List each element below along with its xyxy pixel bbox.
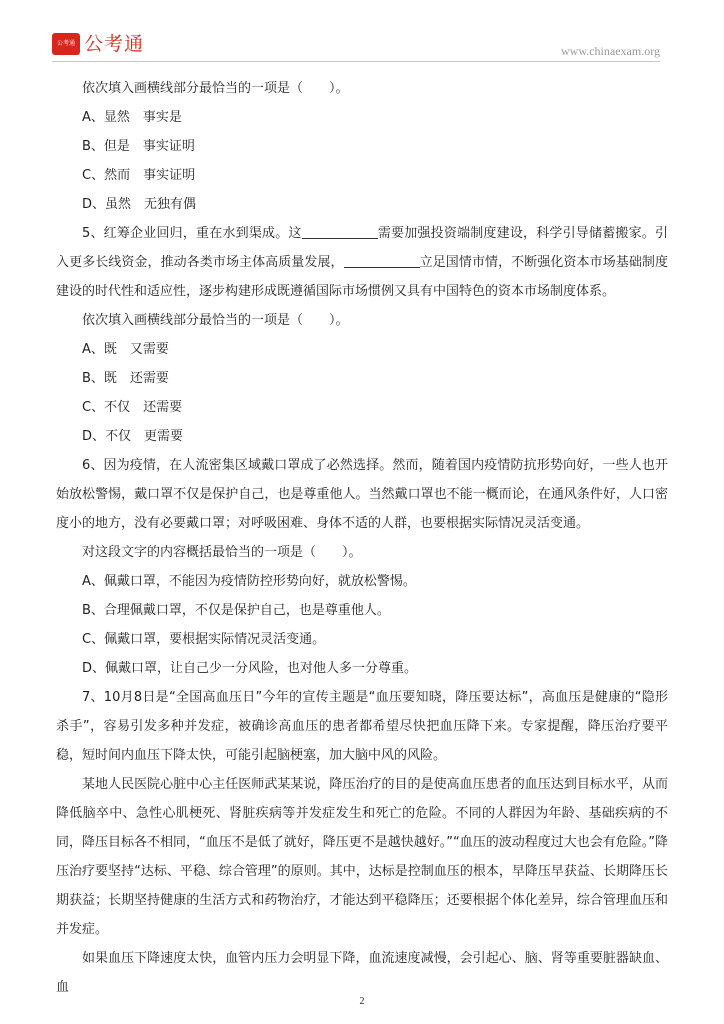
- q4-prompt: 依次填入画横线部分最恰当的一项是（ ）。: [82, 81, 349, 96]
- q5-prompt: 依次填入画横线部分最恰当的一项是（ ）。: [82, 313, 349, 328]
- q7-paragraph-2: 某地人民医院心脏中心主任医师武某某说，降压治疗的目的是使高血压患者的血压达到目标水平，从而降低脑卒中、急性心肌梗死、肾脏疾病等并发症发生和死亡的危险。不同的人群因为年龄、基础疾病的不同，降压目标各不相同，“血压不是低了就好，降压更不是越快越好。”“血压的波动程度过大也会有危险。”降压治疗要坚持“达标、平稳、综合管理”的原则。其中，达标是控制血压的根本，早降压早获益、长期降压长期获益；长期坚持健康的生活方式和药物治疗，才能达到平稳降压；还要根据个体化差异，综合管理血压和并发症。: [56, 777, 668, 937]
- q5-option-d: D、不仅 更需要: [82, 429, 184, 444]
- q6-stem: 6、因为疫情，在人流密集区域戴口罩成了必然选择。然而，随着国内疫情防抗形势向好，一些人也开始放松警惕，戴口罩不仅是保护自己，也是尊重他人。当然戴口罩也不能一概而论，在通风条件好，人口密度小的地方，没有必要戴口罩；对呼吸困难、身体不适的人群，也要根据实际情况灵活变通。: [56, 458, 668, 531]
- q6-option-b: B、合理佩戴口罩，不仅是保护自己，也是尊重他人。: [82, 603, 390, 618]
- q5-stem-part-b: 需要加强投资端制度建设，科学引导储蓄搬家。引入更多长线资金，推动各类市场主体高质量发展，: [56, 226, 668, 270]
- q5-stem-part-c: 立足国情市情，不断强化资本市场基础制度建设的时代性和适应性，逐步构建形成既遵循国际市场惯例又具有中国特色的资本市场制度体系。: [56, 255, 668, 299]
- document-body: [56, 74, 668, 1002]
- q6-prompt: 对这段文字的内容概括最恰当的一项是（ ）。: [82, 545, 362, 560]
- q6-option-a: A、佩戴口罩，不能因为疫情防控形势向好，就放松警惕。: [82, 574, 416, 589]
- q6-option-d: D、佩戴口罩，让自己少一分风险，也对他人多一分尊重。: [82, 661, 418, 676]
- q5-option-b: B、既 还需要: [82, 371, 169, 386]
- q5-blank-2: [344, 254, 420, 268]
- q5-option-c: C、不仅 还需要: [82, 400, 183, 415]
- page-header: [0, 0, 724, 62]
- header-divider: [52, 61, 660, 62]
- q4-option-a: A、显然 事实是: [82, 110, 182, 125]
- page-number: 2: [359, 996, 365, 1007]
- site-url[interactable]: www.chinaexam.org: [561, 44, 660, 58]
- q4-option-b: B、但是 事实证明: [82, 139, 195, 154]
- q4-option-c: C、然而 事实证明: [82, 168, 196, 183]
- logo-badge: 公考通: [52, 33, 80, 55]
- q5-option-a: A、既 又需要: [82, 342, 169, 357]
- q7-paragraph-3: 如果血压下降速度太快，血管内压力会明显下降，血流速度减慢，会引起心、脑、肾等重要脏器缺血、血: [56, 951, 668, 995]
- q5-stem-part-a: 5、红筹企业回归，重在水到渠成。这: [82, 226, 302, 241]
- q5-blank-1: [302, 225, 378, 239]
- q4-option-d: D、虽然 无独有偶: [82, 197, 197, 212]
- logo-text: 公考通: [84, 33, 145, 55]
- q5-stem: [56, 219, 668, 306]
- q7-paragraph-1: 7、10月8日是“全国高血压日”今年的宣传主题是“血压要知晓，降压要达标”，高血压是健康的“隐形杀手”，容易引发多种并发症，被确诊高血压的患者都希望尽快把血压降下来。专家提醒，降压治疗要平稳，短时间内血压下降太快，可能引起脑梗塞，加大脑中风的风险。: [56, 690, 668, 763]
- q6-option-c: C、佩戴口罩，要根据实际情况灵活变通。: [82, 632, 326, 647]
